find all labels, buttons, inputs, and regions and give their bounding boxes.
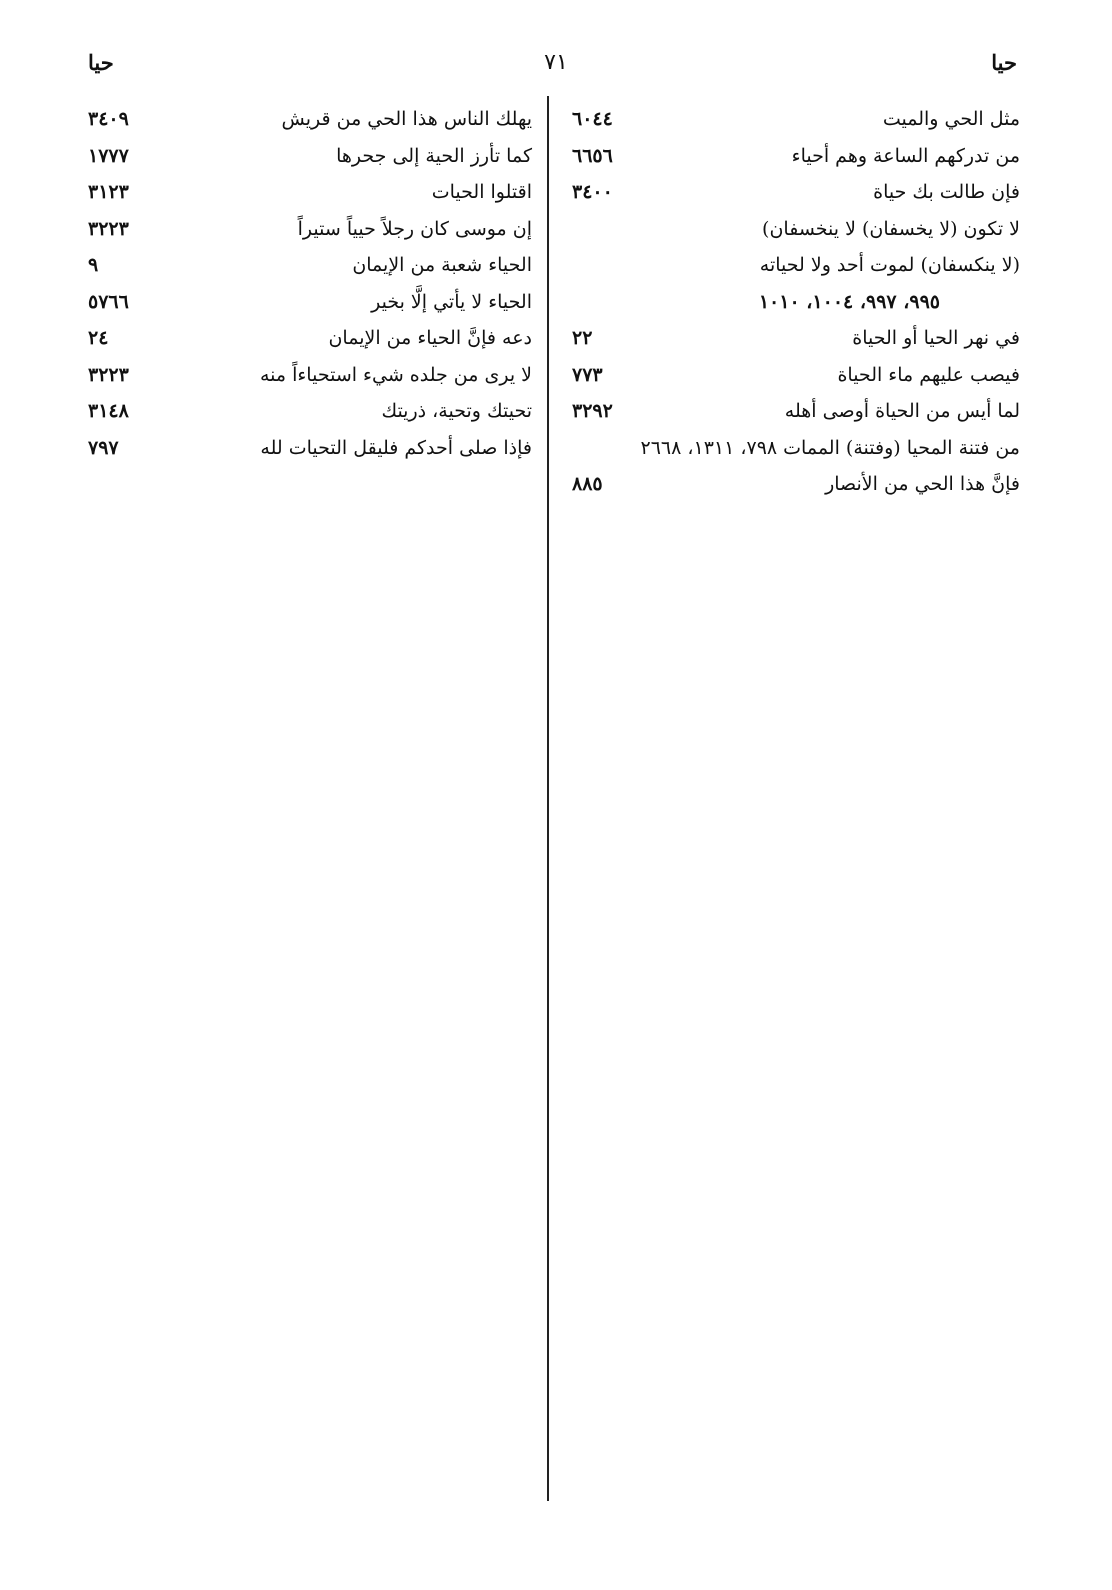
entry-text: الحياء شعبة من الإيمان bbox=[352, 254, 532, 276]
entry-text: لا يرى من جلده شيء استحياءاً منه bbox=[259, 363, 532, 386]
header-left-label: حيا bbox=[88, 50, 114, 75]
index-entry bbox=[88, 437, 532, 474]
index-entry bbox=[572, 218, 1020, 255]
entry-text: فإذا صلى أحدكم فليقل التحيات لله bbox=[260, 436, 532, 459]
entry-number: ١٧٧٧ bbox=[88, 144, 129, 167]
entry-number: ٥٧٦٦ bbox=[88, 290, 129, 313]
right-column bbox=[572, 108, 1020, 510]
index-entry bbox=[572, 327, 1020, 364]
entry-text: من فتنة المحيا (وفتنة) الممات ٧٩٨، ١٣١١، ٢٦٦٨ bbox=[640, 436, 1020, 459]
header-right-label: حيا bbox=[991, 50, 1017, 75]
entry-number: ٣١٤٨ bbox=[88, 400, 129, 422]
index-entry bbox=[572, 473, 1020, 510]
entry-number: ٩ bbox=[88, 254, 99, 276]
index-entry bbox=[88, 181, 532, 218]
index-entry bbox=[88, 145, 532, 182]
entry-number: ٣١٢٣ bbox=[88, 181, 129, 203]
entry-number: ٢٤ bbox=[88, 327, 109, 349]
index-entry bbox=[88, 364, 532, 401]
entry-text: اقتلوا الحيات bbox=[431, 181, 532, 203]
entry-text: مثل الحي والميت bbox=[882, 108, 1020, 130]
index-entry bbox=[88, 218, 532, 255]
index-entry bbox=[572, 108, 1020, 145]
column-divider bbox=[547, 96, 549, 1501]
entry-number: ٢٢ bbox=[572, 327, 593, 349]
entry-text: الحياء لا يأتي إلَّا بخير bbox=[371, 290, 532, 313]
entry-text: دعه فإنَّ الحياء من الإيمان bbox=[328, 327, 532, 349]
entry-text: (لا ينكسفان) لموت أحد ولا لحياته bbox=[759, 254, 1020, 276]
entry-number: ٨٨٥ bbox=[572, 473, 603, 495]
entry-text: يهلك الناس هذا الحي من قريش bbox=[281, 108, 532, 130]
entry-number: ٣٢٢٣ bbox=[88, 363, 129, 386]
index-entry bbox=[88, 291, 532, 328]
entry-number: ٣٢٢٣ bbox=[88, 217, 129, 240]
entry-number: ٦٠٤٤ bbox=[572, 108, 613, 130]
index-entry bbox=[88, 327, 532, 364]
index-entry bbox=[572, 254, 1020, 291]
page-number: ٧١ bbox=[544, 50, 568, 75]
entry-number: ٧٩٧ bbox=[88, 436, 119, 459]
index-entry bbox=[572, 437, 1020, 474]
entry-text: في نهر الحيا أو الحياة bbox=[852, 327, 1020, 349]
left-column bbox=[88, 108, 532, 473]
entry-text: لا تكون (لا يخسفان) لا ينخسفان) bbox=[762, 217, 1020, 240]
entry-text: تحيتك وتحية، ذريتك bbox=[381, 400, 532, 422]
index-entry bbox=[88, 254, 532, 291]
entry-text: فإنَّ هذا الحي من الأنصار bbox=[825, 473, 1020, 495]
index-entry-continuation bbox=[572, 291, 1020, 328]
entry-text: إن موسى كان رجلاً حيياً ستيراً bbox=[297, 217, 532, 240]
index-entry bbox=[572, 364, 1020, 401]
index-entry bbox=[572, 145, 1020, 182]
index-entry bbox=[88, 108, 532, 145]
entry-number: ٣٤٠٠ bbox=[572, 181, 613, 203]
entry-text: كما تأرز الحية إلى جحرها bbox=[336, 144, 532, 167]
entry-number: ٣٤٠٩ bbox=[88, 108, 129, 130]
entry-number: ٦٦٥٦ bbox=[572, 144, 613, 167]
index-entry bbox=[572, 400, 1020, 437]
entry-text: من تدركهم الساعة وهم أحياء bbox=[791, 144, 1020, 167]
entry-references: ٩٩٥، ٩٩٧، ١٠٠٤، ١٠١٠ bbox=[758, 290, 940, 313]
entry-text: فيصب عليهم ماء الحياة bbox=[837, 363, 1020, 386]
entry-number: ٣٢٩٢ bbox=[572, 400, 613, 422]
entry-number: ٧٧٣ bbox=[572, 363, 603, 386]
index-entry bbox=[88, 400, 532, 437]
index-entry bbox=[572, 181, 1020, 218]
entry-text: لما أيس من الحياة أوصى أهله bbox=[784, 400, 1020, 422]
entry-text: فإن طالت بك حياة bbox=[873, 181, 1020, 203]
